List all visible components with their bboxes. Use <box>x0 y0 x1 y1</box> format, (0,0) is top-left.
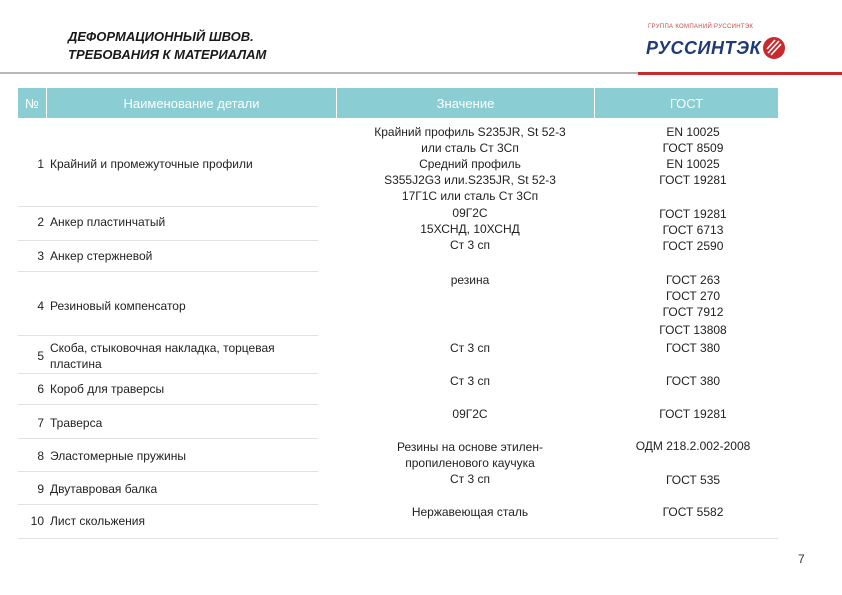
row-divider <box>18 335 318 336</box>
gost-line: ГОСТ 263 <box>665 273 721 287</box>
table-bottom-line <box>18 538 778 539</box>
row-divider <box>18 271 318 272</box>
materials-table <box>18 88 778 538</box>
row-num: 1 <box>37 157 44 171</box>
row-num: 9 <box>37 482 44 496</box>
value-line: S355J2G3 или.S235JR, St 52-3 <box>384 173 556 187</box>
value-line: Ст 3 сп <box>449 472 490 486</box>
page-title <box>68 28 266 64</box>
row-name: Крайний и промежуточные профили <box>50 157 253 171</box>
gost-line: ГОСТ 7912 <box>662 305 724 319</box>
value-line: или сталь Ст 3Сп <box>421 141 519 155</box>
value-line: Средний профиль <box>419 157 521 171</box>
row-divider <box>18 471 318 472</box>
row-name: Скоба, стыковочная накладка, торцевая пластина <box>50 341 275 371</box>
gost-line: ГОСТ 380 <box>665 341 721 355</box>
gost-line: ГОСТ 5582 <box>662 505 724 519</box>
row-name: Резиновый компенсатор <box>50 299 186 313</box>
row-name: Анкер пластинчатый <box>50 215 166 229</box>
value-line: пропиленового каучука <box>405 456 535 470</box>
header-gost: ГОСТ <box>595 88 778 118</box>
logo-tagline: ГРУППА КОМПАНИЙ РУССИНТЭК <box>648 24 754 30</box>
value-line: Резины на основе этилен- <box>397 440 543 454</box>
row-divider <box>18 240 318 241</box>
logo-mark-icon <box>762 36 786 60</box>
header-value: Значение <box>337 88 594 118</box>
gost-line: ГОСТ 19281 <box>659 207 727 221</box>
gost-line: ОДМ 218.2.002-2008 <box>635 439 751 453</box>
row-num: 4 <box>37 299 44 313</box>
row-name: Короб для траверсы <box>50 382 165 396</box>
row-divider <box>18 404 318 405</box>
gost-line: ГОСТ 19281 <box>659 173 727 187</box>
gost-line: EN 10025 <box>666 157 720 171</box>
value-line: Ст 3 сп <box>449 374 490 388</box>
row-divider <box>18 373 318 374</box>
value-line: резина <box>450 273 490 287</box>
header-num: № <box>18 88 46 118</box>
row-num: 5 <box>37 349 44 363</box>
gost-line: ГОСТ 8509 <box>662 141 724 155</box>
row-divider <box>18 438 318 439</box>
header-accent-bar <box>638 72 842 75</box>
gost-line: ГОСТ 2590 <box>662 239 724 253</box>
company-logo <box>638 22 788 66</box>
row-num: 10 <box>30 514 44 528</box>
row-name: Траверса <box>50 416 103 430</box>
value-line: 17Г1С или сталь Ст 3Сп <box>401 189 539 203</box>
value-line: Ст 3 сп <box>449 341 490 355</box>
page-number: 7 <box>798 552 805 566</box>
title-line-1: ДЕФОРМАЦИОННЫЙ ШВОВ. <box>68 29 254 44</box>
row-name: Анкер стержневой <box>50 249 153 263</box>
logo-name: РУССИНТЭК <box>646 38 762 58</box>
row-num: 3 <box>37 249 44 263</box>
gost-line: ГОСТ 19281 <box>659 407 727 421</box>
row-num: 2 <box>37 215 44 229</box>
value-line: Ст 3 сп <box>449 238 490 252</box>
value-line: 09Г2С <box>452 407 488 421</box>
row-divider <box>18 504 318 505</box>
row-num: 8 <box>37 449 44 463</box>
value-line: 09Г2С <box>452 206 488 220</box>
row-num: 6 <box>37 382 44 396</box>
value-line: Крайний профиль S235JR, St 52-3 <box>374 125 566 139</box>
row-name: Двутавровая балка <box>50 482 158 496</box>
gost-line: ГОСТ 535 <box>665 473 721 487</box>
row-divider <box>18 206 318 207</box>
header-name: Наименование детали <box>47 88 336 118</box>
row-num: 7 <box>37 416 44 430</box>
gost-line: ГОСТ 380 <box>665 374 721 388</box>
gost-line: ГОСТ 270 <box>665 289 721 303</box>
value-line: Нержавеющая сталь <box>411 505 529 519</box>
gost-line: ГОСТ 6713 <box>662 223 724 237</box>
row-name: Эластомерные пружины <box>50 449 186 463</box>
gost-line: ГОСТ 13808 <box>659 323 727 337</box>
gost-line: EN 10025 <box>666 125 720 139</box>
row-name: Лист скольжения <box>50 514 145 528</box>
title-line-2: ТРЕБОВАНИЯ К МАТЕРИАЛАМ <box>68 47 267 62</box>
value-line: 15ХСНД, 10ХСНД <box>420 222 520 236</box>
